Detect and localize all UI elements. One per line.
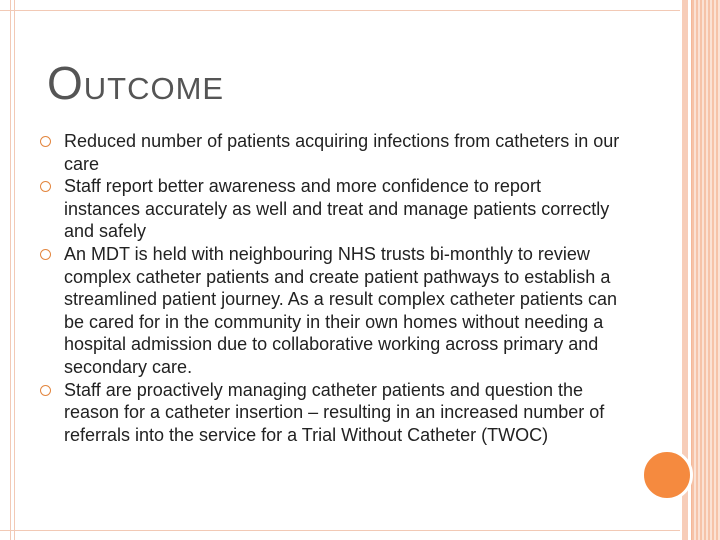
- bullet-item: [40, 379, 620, 447]
- slide-title-initial: O: [47, 57, 84, 109]
- hollow-circle-bullet-icon: [40, 385, 51, 396]
- frame-line-top: [0, 10, 680, 11]
- hollow-circle-bullet-icon: [40, 181, 51, 192]
- bullet-item: [40, 175, 620, 243]
- frame-line-left-inner: [14, 0, 15, 540]
- hollow-circle-bullet-icon: [40, 249, 51, 260]
- frame-line-bottom: [0, 530, 680, 531]
- decorative-side-stripes: [692, 0, 720, 540]
- bullet-text: An MDT is held with neighbouring NHS trusts bi-monthly to review complex catheter patients and create patient pathways to establish a streamlined patient journey. As a result complex catheter patients can be cared for in the community in their own homes without needing a hospital admission due to collaborative working across primary and secondary care.: [64, 243, 617, 377]
- bullet-text: Staff are proactively managing catheter patients and question the reason for a catheter insertion – resulting in an increased number of referrals into the service for a Trial Without Catheter (TWOC): [64, 379, 605, 445]
- orange-circle-decoration: [641, 449, 693, 501]
- slide-title: [47, 56, 224, 110]
- slide-title-rest: UTCOME: [83, 71, 225, 106]
- bullet-text: Staff report better awareness and more confidence to report instances accurately as well and treat and manage patients correctly and safely: [64, 176, 610, 242]
- frame-line-left-outer: [10, 0, 11, 540]
- bullet-item: [40, 130, 620, 175]
- hollow-circle-bullet-icon: [40, 136, 51, 147]
- bullet-list: [40, 130, 620, 446]
- bullet-item: [40, 243, 620, 379]
- bullet-text: Reduced number of patients acquiring infections from catheters in our care: [64, 131, 620, 174]
